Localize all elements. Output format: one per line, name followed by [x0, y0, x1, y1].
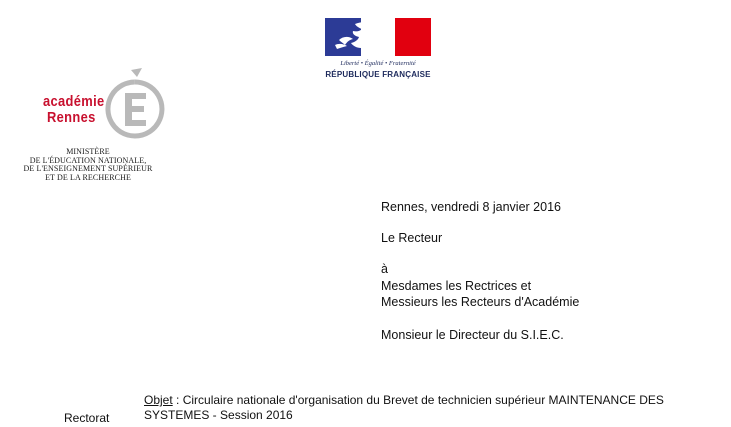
recipient-line: Mesdames les Rectrices et [381, 279, 532, 293]
ministere-label [0, 148, 176, 182]
republique-francaise-logo [323, 16, 433, 82]
academie-e-emblem-icon [104, 68, 166, 144]
sender-line: Le Recteur [381, 231, 443, 245]
marianne-flag-icon [325, 18, 431, 56]
ministere-line: MINISTÈRE [66, 147, 110, 156]
ministere-line: DE L'ÉDUCATION NATIONALE, [29, 155, 147, 165]
recipient-line: Messieurs les Recteurs d'Académie [381, 295, 580, 309]
academie-label: académie [43, 93, 105, 110]
academie-city-label: Rennes [47, 109, 96, 126]
objet-paragraph [144, 393, 710, 423]
date-line: Rennes, vendredi 8 janvier 2016 [381, 200, 561, 214]
republique-francaise-label: RÉPUBLIQUE FRANÇAISE [325, 70, 431, 79]
objet-separator: : [172, 393, 183, 407]
objet-text: Circulaire nationale d'organisation du Brevet de technicien supérieur MAINTENANCE DES SYSTEMES - Session 2016 [144, 393, 664, 422]
academie-rennes-logo [0, 66, 175, 186]
republique-motto: Liberté • Égalité • Fraternité [340, 60, 416, 67]
rectorat-label: Rectorat [64, 411, 110, 425]
additional-recipient-line: Monsieur le Directeur du S.I.E.C. [381, 328, 564, 342]
objet-label: Objet [144, 393, 173, 407]
ministere-line: DE L'ENSEIGNEMENT SUPÉRIEUR [23, 164, 153, 174]
to-prefix: à [381, 262, 388, 276]
ministere-line: ET DE LA RECHERCHE [45, 172, 131, 182]
